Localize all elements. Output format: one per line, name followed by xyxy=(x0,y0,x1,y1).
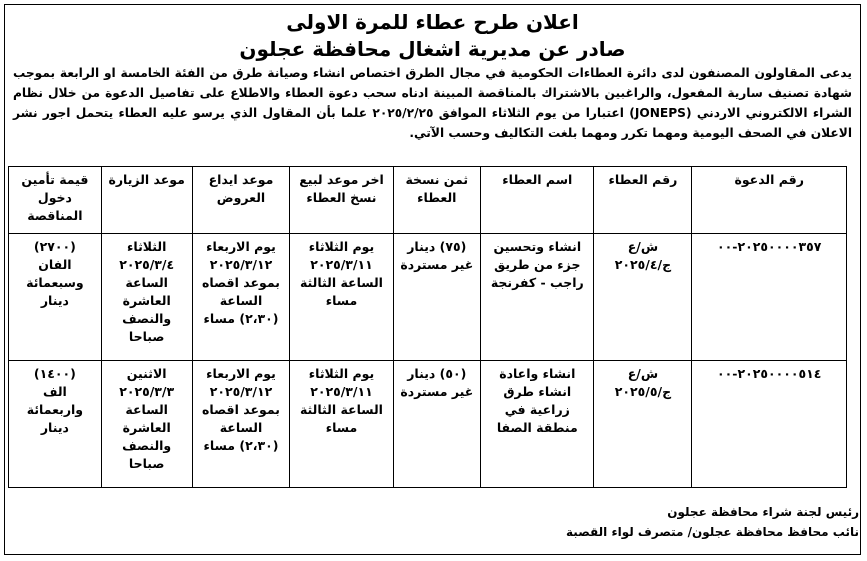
header-visit-date: موعد الزيارة xyxy=(101,167,192,234)
tender-no-cell: ش/ع ج/٢٠٢٥/٥ xyxy=(594,361,692,488)
issuer-title: صادر عن مديرية اشغال محافظة عجلون xyxy=(239,37,626,61)
last-sale-date-cell: يوم الثلاثاء ٢٠٢٥/٣/١١ الساعة الثالثة مساء xyxy=(290,361,393,488)
last-sale-date-cell: يوم الثلاثاء ٢٠٢٥/٣/١١ الساعة الثالثة مساء xyxy=(290,234,393,361)
header-tender-no: رقم العطاء xyxy=(594,167,692,234)
tender-no-cell: ش/ع ج/٢٠٢٥/٤ xyxy=(594,234,692,361)
invitation-no-cell: ٢٠٢٥٠٠٠٠٣٥٧-٠٠ xyxy=(692,234,847,361)
bid-deadline-cell: يوم الاربعاء ٢٠٢٥/٣/١٢ بموعد اقصاه الساعة (٢،٣٠) مساء xyxy=(192,234,290,361)
tender-name-cell: انشاء وتحسين جزء من طريق راجب - كفرنجة xyxy=(481,234,594,361)
signatory-line-2: نائب محافظ محافظة عجلون/ متصرف لواء القصبة xyxy=(566,525,859,539)
visit-date-cell: الثلاثاء ٢٠٢٥/٣/٤ الساعة العاشرة والنصف صباحا xyxy=(101,234,192,361)
announcement-title: اعلان طرح عطاء للمرة الاولى xyxy=(286,10,579,34)
invitation-no-cell: ٢٠٢٥٠٠٠٠٥١٤-٠٠ xyxy=(692,361,847,488)
signatory-line-1: رئيس لجنة شراء محافظة عجلون xyxy=(667,505,859,519)
header-last-sale-date: اخر موعد لبيع نسخ العطاء xyxy=(290,167,393,234)
table-row xyxy=(9,361,847,488)
header-tender-name: اسم العطاء xyxy=(481,167,594,234)
signature-block xyxy=(566,502,859,542)
table-header-row xyxy=(9,167,847,234)
tender-name-cell: انشاء واعادة انشاء طرق زراعية في منطقة الصفا xyxy=(481,361,594,488)
header-bid-deadline: موعد ايداع العروض xyxy=(192,167,290,234)
header-invitation-no: رقم الدعوة xyxy=(692,167,847,234)
tender-table xyxy=(8,166,847,488)
intro-paragraph: يدعى المقاولون المصنفون لدى دائرة العطاءات الحكومية في مجال الطرق اختصاص انشاء وصيانة طرق من الفئة الخامسة او الرابعة بموجب شهادة تصنيف سارية المفعول، والراغبين بالاشتراك بالمناقصة المبينة ادناه سحب دعوة العطاء والاطلاع على تفاصيل الدعوة من خلال نظام الشراء الالكتروني الاردني (JONEPS) اعتبارا من يوم الثلاثاء الموافق ٢٠٢٥/٢/٢٥ علما بأن المقاول الذي يرسو عليه العطاء يتحمل اجور نشر الاعلان في الصحف اليومية ومهما تكرر ومهما بلغت التكاليف وحسب الآتي. xyxy=(13,66,852,140)
header-bid-bond: قيمة تأمين دخول المناقصة xyxy=(9,167,102,234)
header-copy-price: ثمن نسخة العطاء xyxy=(393,167,481,234)
bid-bond-cell: (٢٧٠٠) الفان وسبعمائة دينار xyxy=(9,234,102,361)
bid-deadline-cell: يوم الاربعاء ٢٠٢٥/٣/١٢ بموعد اقصاه الساعة (٢،٣٠) مساء xyxy=(192,361,290,488)
bid-bond-cell: (١٤٠٠) الف واربعمائة دينار xyxy=(9,361,102,488)
copy-price-cell: (٧٥) دينار غير مستردة xyxy=(393,234,481,361)
visit-date-cell: الاثنين ٢٠٢٥/٣/٣ الساعة العاشرة والنصف صباحا xyxy=(101,361,192,488)
table-row xyxy=(9,234,847,361)
copy-price-cell: (٥٠) دينار غير مستردة xyxy=(393,361,481,488)
